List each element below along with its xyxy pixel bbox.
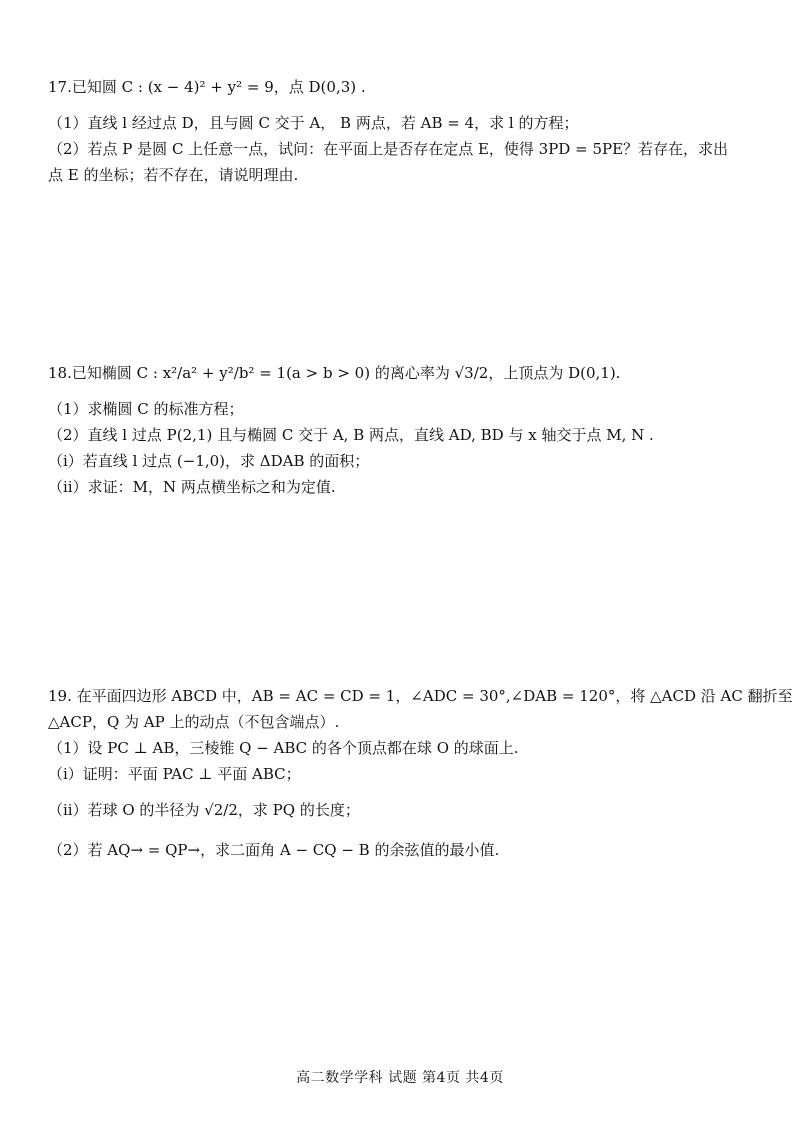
problem-19-part-1-i: （i）证明：平面 PAC ⊥ 平面 ABC； (48, 765, 301, 783)
problem-18-stem: 18.已知椭圆 C : x²/a² + y²/b² = 1(a > b > 0) 的离心率为 √3/2，上顶点为 D(0,1). (48, 364, 621, 382)
problem-17-part-2-cont: 点 E 的坐标；若不存在，请说明理由. (48, 166, 299, 184)
problem-19-part-1: （1）设 PC ⊥ AB，三棱锥 Q − ABC 的各个顶点都在球 O 的球面上. (48, 739, 519, 757)
problem-19-stem: 19. 在平面四边形 ABCD 中，AB = AC = CD = 1，∠ADC = 30°,∠DAB = 120°，将 △ACD 沿 AC 翻折至 (48, 687, 793, 705)
problem-18 (48, 350, 760, 500)
problem-19-part-1-ii: （ii）若球 O 的半径为 √2/2，求 PQ 的长度； (48, 801, 360, 819)
problem-19 (48, 683, 793, 863)
problem-17-part-1: （1）直线 l 经过点 D，且与圆 C 交于 A， B 两点，若 AB = 4，求 l 的方程； (48, 114, 579, 132)
page-footer: 高二数学学科 试题 第4页 共4页 (296, 1070, 504, 1086)
problem-18-part-2: （2）直线 l 过点 P(2,1) 且与椭圆 C 交于 A, B 两点，直线 AD, BD 与 x 轴交于点 M, N . (48, 426, 654, 444)
problem-18-part-2-i: （i）若直线 l 过点 (−1,0)，求 ΔDAB 的面积； (48, 452, 370, 470)
problem-18-part-1: （1）求椭圆 C 的标准方程； (48, 400, 244, 418)
problem-17-part-2: （2）若点 P 是圆 C 上任意一点，试问：在平面上是否存在定点 E，使得 3PD = 5PE？若存在，求出 (48, 140, 729, 158)
problem-19-part-2: （2）若 AQ→ = QP→，求二面角 A − CQ − B 的余弦值的最小值. (48, 841, 500, 859)
problem-17 (48, 74, 760, 188)
problem-17-stem: 17.已知圆 C : (x − 4)² + y² = 9，点 D(0,3) . (48, 78, 366, 96)
problem-19-stem-cont: △ACP，Q 为 AP 上的动点（不包含端点）. (48, 713, 340, 731)
problem-18-part-2-ii: （ii）求证：M，N 两点横坐标之和为定值. (48, 478, 336, 496)
